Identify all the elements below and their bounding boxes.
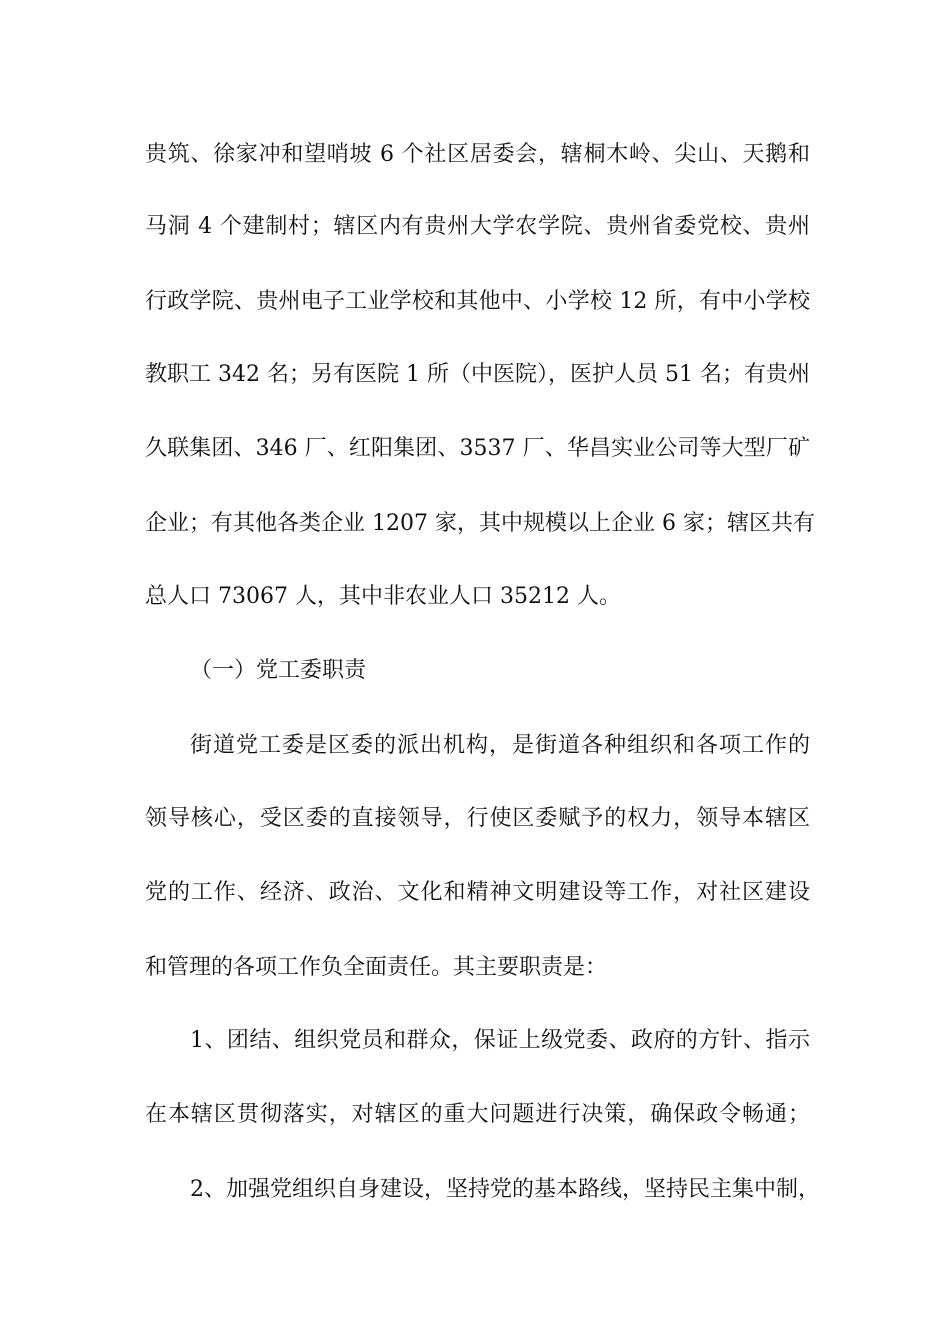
paragraph-line-3: 党的工作、经济、政治、文化和精神文明建设等工作，对社区建设	[145, 880, 810, 905]
text-line-7: 总人口 73067 人，其中非农业人口 35212 人。	[145, 584, 621, 609]
paragraph-line-4: 和管理的各项工作负全面责任。其主要职责是：	[145, 955, 608, 980]
text-line-3: 行政学院、贵州电子工业学校和其他中、小学校 12 所，有中小学校	[145, 289, 810, 314]
text-line-5: 久联集团、346 厂、红阳集团、3537 厂、华昌实业公司等大型厂矿	[145, 436, 810, 461]
section-heading: （一）党工委职责	[190, 658, 367, 683]
text-line-1: 贵筑、徐家冲和望哨坡 6 个社区居委会，辖桐木岭、尖山、天鹅和	[145, 142, 810, 167]
list-item-2-line-1: 2、加强党组织自身建设，坚持党的基本路线，坚持民主集中制，	[190, 1177, 820, 1202]
text-line-6: 企业；有其他各类企业 1207 家，其中规模以上企业 6 家；辖区共有	[145, 511, 815, 536]
list-item-1-line-2: 在本辖区贯彻落实，对辖区的重大问题进行决策，确保政令畅通；	[145, 1102, 810, 1127]
text-line-4: 教职工 342 名；另有医院 1 所（中医院），医护人员 51 名；有贵州	[145, 362, 810, 387]
paragraph-line-2: 领导核心，受区委的直接领导，行使区委赋予的权力，领导本辖区	[145, 806, 810, 831]
list-item-1-line-1: 1、团结、组织党员和群众，保证上级党委、政府的方针、指示	[190, 1028, 810, 1053]
text-line-2: 马洞 4 个建制村；辖区内有贵州大学农学院、贵州省委党校、贵州	[145, 214, 810, 239]
paragraph-line-1: 街道党工委是区委的派出机构，是街道各种组织和各项工作的	[190, 733, 810, 758]
